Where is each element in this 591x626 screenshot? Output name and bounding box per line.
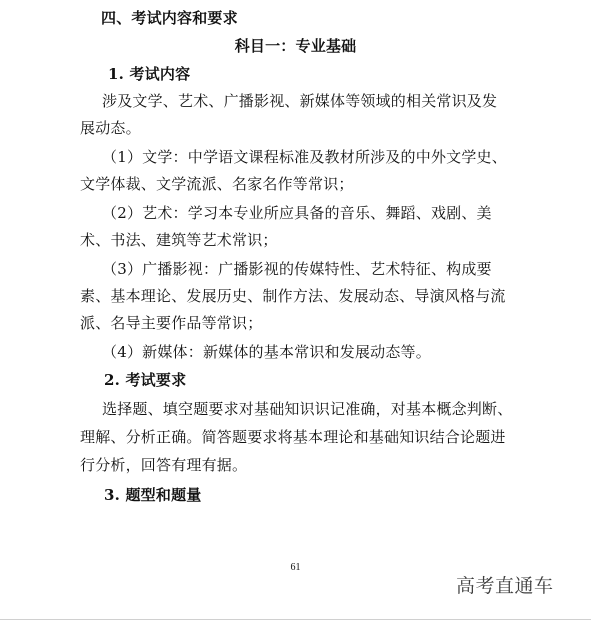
part3-heading: 3. 题型和题量 (104, 486, 202, 504)
item-2-line-1: （2）艺术：学习本专业所应具备的音乐、舞蹈、戏剧、美 (102, 204, 492, 222)
part2-body-line-1: 选择题、填空题要求对基础知识识记准确，对基本概念判断、 (102, 400, 513, 418)
subject-heading: 科目一：专业基础 (234, 37, 357, 55)
section-heading: 四、考试内容和要求 (101, 9, 238, 27)
item-1-line-1: （1）文学：中学语文课程标准及教材所涉及的中外文学史、 (102, 148, 507, 166)
part1-heading: 1. 考试内容 (108, 65, 191, 83)
watermark: 高考直通车 (456, 575, 554, 597)
part1-intro-line-2: 展动态。 (80, 119, 141, 137)
item-2-line-2: 术、书法、建筑等艺术常识； (80, 231, 278, 249)
page-number: 61 (290, 562, 301, 573)
part2-body-line-3: 行分析，回答有理有据。 (80, 456, 248, 474)
item-1-line-2: 文学体裁、文学流派、名家名作等常识； (80, 175, 354, 193)
item-3-line-3: 派、名导主要作品等常识； (80, 314, 263, 332)
item-4-line-1: （4）新媒体：新媒体的基本常识和发展动态等。 (102, 343, 431, 361)
item-3-line-1: （3）广播影视：广播影视的传媒特性、艺术特征、构成要 (102, 260, 492, 278)
part2-heading: 2. 考试要求 (104, 371, 187, 389)
part2-body-line-2: 理解、分析正确。简答题要求将基本理论和基础知识结合论题进 (80, 428, 506, 446)
part1-intro-line-1: 涉及文学、艺术、广播影视、新媒体等领域的相关常识及发 (102, 92, 498, 110)
bottom-divider (0, 619, 591, 620)
item-3-line-2: 素、基本理论、发展历史、制作方法、发展动态、导演风格与流 (80, 287, 506, 305)
